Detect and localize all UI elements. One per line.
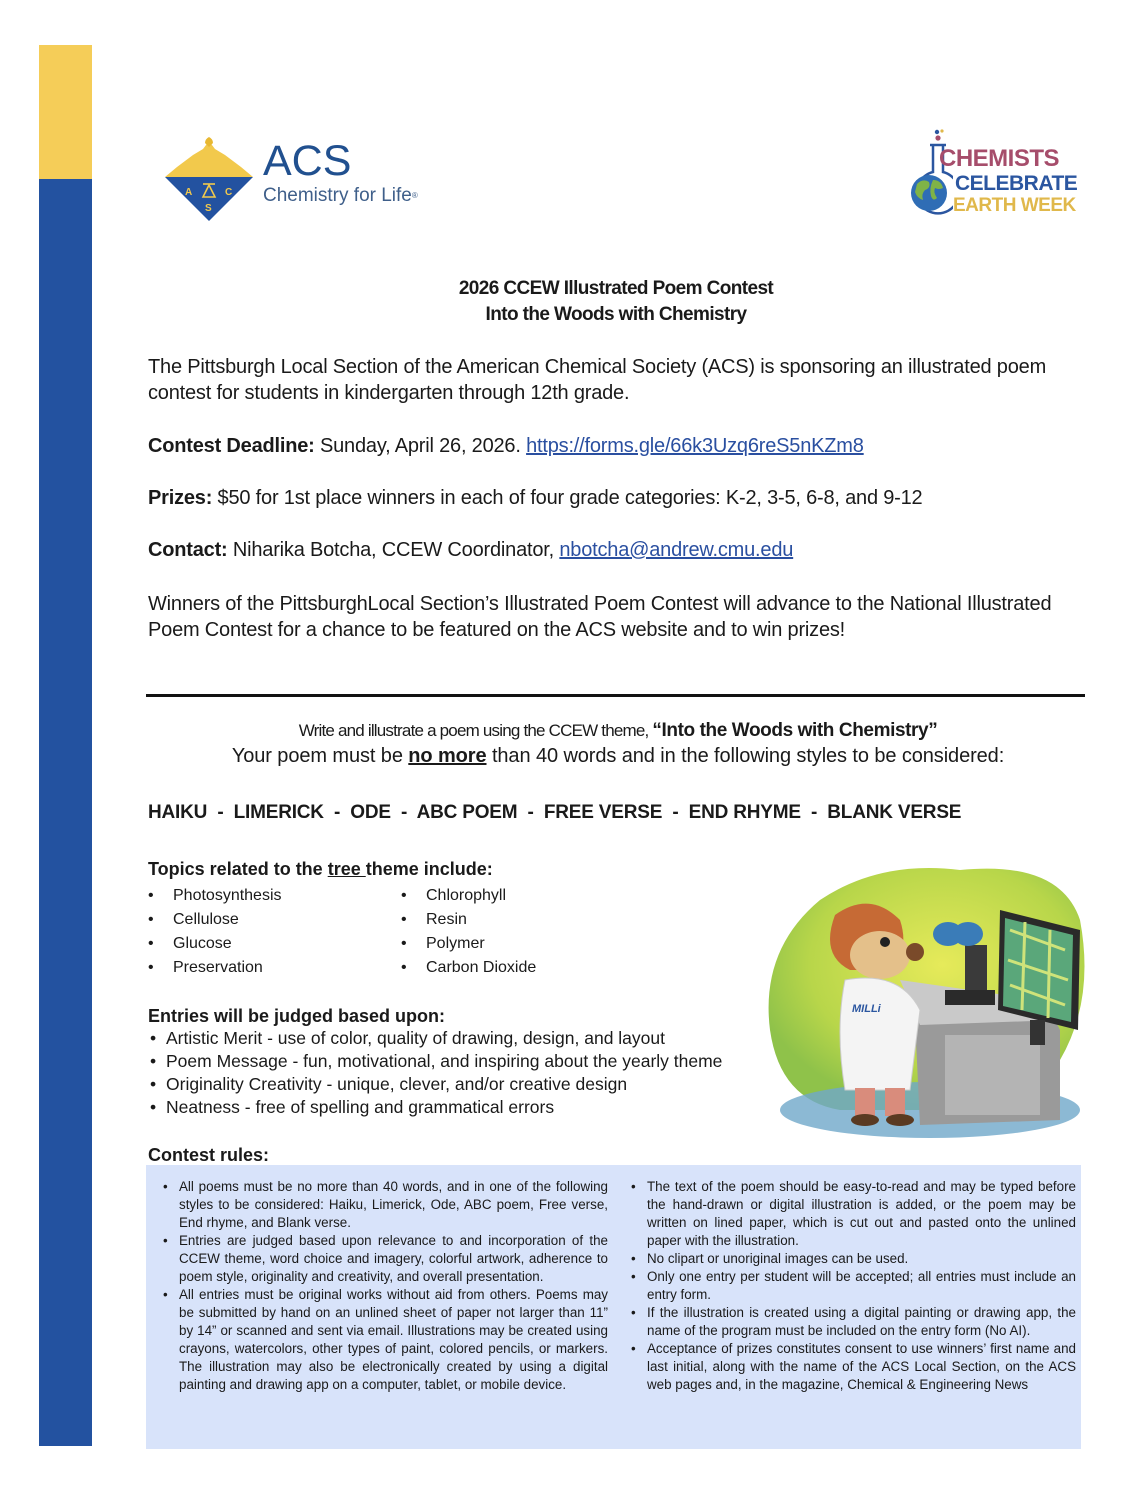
- page-subtitle: Into the Woods with Chemistry: [485, 304, 747, 325]
- topic-item: • Glucose: [148, 932, 398, 956]
- intro-paragraph: The Pittsburgh Local Section of the American Chemical Society (ACS) is sponsoring an illustrated poem contest for students in kindergarten through 12th grade.: [148, 356, 1047, 404]
- topic-item: • Carbon Dioxide: [401, 956, 651, 980]
- rule-item: • If the illustration is created using a digital painting or drawing app, the name of the program must be included on the entry form (No AI).: [630, 1304, 1076, 1340]
- topic-item: • Photosynthesis: [148, 884, 398, 908]
- svg-text:MILLi: MILLi: [852, 1003, 881, 1015]
- section-divider: [146, 694, 1085, 697]
- ccew-line-3: EARTH WEEK: [953, 195, 1076, 216]
- instruction-line-2: Your poem must be no more than 40 words and in the following styles to be considered:: [231, 745, 1005, 767]
- rule-item: • All entries must be original works without aid from others. Poems may be submitted by hand on an unlined sheet of paper not larger than 11” by 14” or scanned and sent via email. Illustrations may be created using crayons, watercolors, other types of paint, colored pencils, or markers. The illustration may also be electronically created by using a digital painting and drawing app on a computer, tablet, or mobile device.: [162, 1286, 608, 1394]
- topics-heading: Topics related to the tree theme include:: [148, 859, 493, 879]
- svg-text:S: S: [205, 203, 212, 214]
- judging-heading: Entries will be judged based upon:: [148, 1006, 446, 1026]
- judging-item: • Originality Creativity - unique, clever, and/or creative design: [148, 1073, 748, 1096]
- prizes-line: Prizes: $50 for 1st place winners in each of four grade categories: K-2, 3-5, 6-8, and 9-12: [148, 487, 923, 509]
- judging-list: [148, 1027, 748, 1119]
- topic-item: • Preservation: [148, 956, 398, 980]
- topic-item: • Resin: [401, 908, 651, 932]
- rules-column-left: [162, 1178, 608, 1394]
- topic-item: • Chlorophyll: [401, 884, 651, 908]
- svg-text:C: C: [225, 187, 233, 198]
- contact-email-link[interactable]: nbotcha@andrew.cmu.edu: [559, 539, 794, 561]
- svg-text:A: A: [185, 187, 193, 198]
- acs-logo: [163, 135, 443, 225]
- yellow-side-bar: [39, 45, 92, 179]
- contest-rules-box: [146, 1165, 1081, 1449]
- ccew-line-2: CELEBRATE: [955, 172, 1078, 195]
- rule-item: • Entries are judged based upon relevance to and incorporation of the CCEW theme, word choice and imagery, colorful artwork, adherence to poem style, originality and creativity, and overall presentation.: [162, 1232, 608, 1286]
- rule-item: • No clipart or unoriginal images can be used.: [630, 1250, 1076, 1268]
- entry-form-link[interactable]: https://forms.gle/66k3Uzq6reS5nKZm8: [526, 435, 864, 457]
- acs-seal-icon: [163, 135, 255, 223]
- topic-item: • Polymer: [401, 932, 651, 956]
- poem-styles-list: HAIKU - LIMERICK - ODE - ABC POEM - FREE VERSE - END RHYME - BLANK VERSE: [148, 802, 962, 823]
- rule-item: • Only one entry per student will be accepted; all entries must include an entry form.: [630, 1268, 1076, 1304]
- judging-item: • Artistic Merit - use of color, quality of drawing, design, and layout: [148, 1027, 748, 1050]
- winners-paragraph: Winners of the PittsburghLocal Section’s Illustrated Poem Contest will advance to the National Illustrated Poem Contest for a chance to be featured on the ACS website and to win prizes!: [148, 593, 1052, 641]
- deadline-line: Contest Deadline: Sunday, April 26, 2026. https://forms.gle/66k3Uzq6reS5nKZm8: [148, 435, 864, 457]
- page-title: 2026 CCEW Illustrated Poem Contest: [458, 278, 774, 299]
- instruction-line-1: Write and illustrate a poem using the CCEW theme, “Into the Woods with Chemistry”: [298, 720, 938, 741]
- rules-heading: Contest rules:: [148, 1145, 270, 1165]
- rule-item: • The text of the poem should be easy-to-read and may be typed before the hand-drawn or digital illustration is added, or the poem may be written on lined paper, which is cut out and pasted onto the unlined paper with the illustration.: [630, 1178, 1076, 1250]
- milli-microscope-illustration: [760, 860, 1090, 1145]
- rules-column-right: [630, 1178, 1076, 1394]
- acs-wordmark: ACS: [263, 137, 352, 185]
- acs-tagline: Chemistry for Life®: [263, 185, 418, 206]
- topic-item: • Cellulose: [148, 908, 398, 932]
- rule-item: • Acceptance of prizes constitutes consent to use winners’ first name and last initial, along with the name of the ACS Local Section, on the ACS web pages and, in the magazine, Chemical & Engineering News: [630, 1340, 1076, 1394]
- rule-item: • All poems must be no more than 40 words, and in one of the following styles to be considered: Haiku, Limerick, Ode, ABC poem, Free verse, End rhyme, and Blank verse.: [162, 1178, 608, 1232]
- blue-side-bar: [39, 179, 92, 1446]
- judging-item: • Poem Message - fun, motivational, and inspiring about the yearly theme: [148, 1050, 748, 1073]
- ccew-logo: [905, 128, 1085, 220]
- ccew-line-1: CHEMISTS: [939, 145, 1060, 172]
- judging-item: • Neatness - free of spelling and grammatical errors: [148, 1096, 748, 1119]
- flask-globe-icon: [905, 128, 953, 220]
- contact-line: Contact: Niharika Botcha, CCEW Coordinator, nbotcha@andrew.cmu.edu: [148, 539, 794, 561]
